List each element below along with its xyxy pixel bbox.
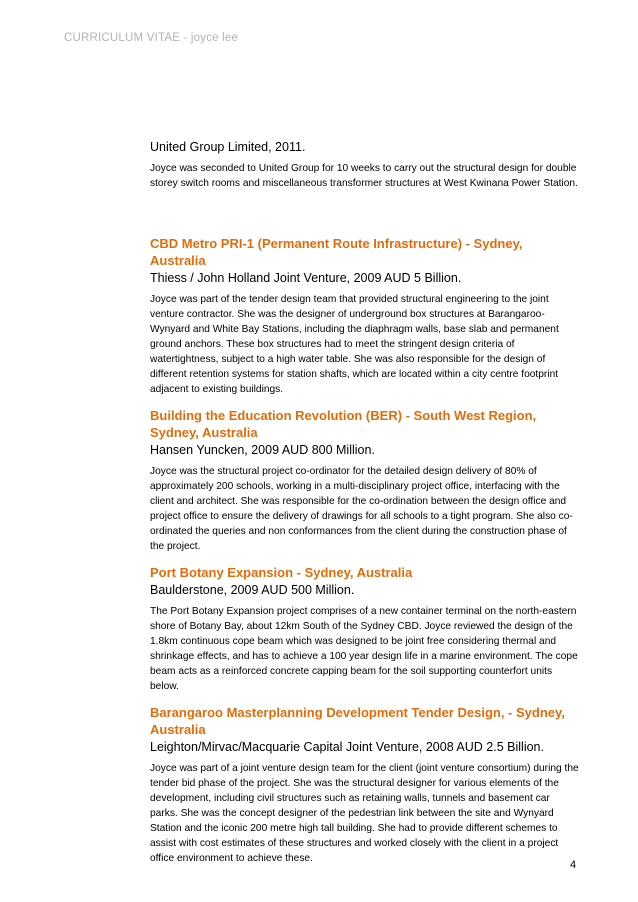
project-entry [150,704,580,866]
project-entry [150,564,580,694]
project-entry [150,235,580,397]
intro-description: Joyce was seconded to United Group for 10 weeks to carry out the structural design for double storey switch rooms and miscellaneous transformer structures at West Kwinana Power Station. [150,163,578,189]
project-description: Joyce was part of the tender design team that provided structural engineering to the joint venture contractor. She was the designer of underground box structures at Barangaroo-Wynyard and White Bay Stations, including the diaphragm walls, base slab and permanent ground anchors. These box structures had to meet the stringent design criteria of watertightness, subject to a high water table. She was also responsible for the design of different retention systems for station shafts, which are located within a city centre footprint adjacent to existing buildings. [150,294,559,395]
project-description: Joyce was part of a joint venture design team for the client (joint venture consortium) during the tender bid phase of the project. She was the structural designer for various elements of the development, including civil structures such as retaining walls, tunnels and basement car parks. She was the concept designer of the pedestrian link between the site and Wynyard Station and the iconic 200 metre high tall building. She had to provide different schemes to assist with cost estimates of these structures and worked closely with the client in a project office environment to achieve these. [150,763,579,864]
project-company: Thiess / John Holland Joint Venture, 2009 AUD 5 Billion. [150,271,462,285]
project-company: Leighton/Mirvac/Macquarie Capital Joint Venture, 2008 AUD 2.5 Billion. [150,740,544,754]
project-title: CBD Metro PRI-1 (Permanent Route Infrastructure) - Sydney, Australia [150,236,523,268]
page-number: 4 [570,859,577,871]
intro-company: United Group Limited, 2011. [150,140,306,154]
project-title: Port Botany Expansion - Sydney, Australia [150,565,413,580]
cv-content [150,140,580,876]
project-entry [150,407,580,554]
project-title: Barangaroo Masterplanning Development Tender Design, - Sydney, Australia [150,705,565,737]
project-description: Joyce was the structural project co-ordinator for the detailed design delivery of 80% of approximately 200 schools, working in a multi-disciplinary project office, interfacing with the client and architect. She was responsible for the co-ordination between the design office and project office to ensure the delivery of drawings for all schools to a tight program. She also co-ordinated the queries and non conformances from the client during the construction phase of the project. [150,466,573,552]
project-company: Baulderstone, 2009 AUD 500 Million. [150,583,355,597]
project-company: Hansen Yuncken, 2009 AUD 800 Million. [150,443,375,457]
intro-entry [150,140,580,191]
page-header: CURRICULUM VITAE - joyce lee [64,32,239,44]
project-title: Building the Education Revolution (BER) - South West Region, Sydney, Australia [150,408,537,440]
project-description: The Port Botany Expansion project comprises of a new container terminal on the north-eastern shore of Botany Bay, about 12km South of the Sydney CBD. Joyce reviewed the design of the 1.8km continuous cope beam which was designed to be joint free considering thermal and shrinkage effects, and has to achieve a 100 year design life in a marine environment. The cope beam acts as a reinforced concrete capping beam for the soil supporting counterfort units below. [150,606,578,692]
